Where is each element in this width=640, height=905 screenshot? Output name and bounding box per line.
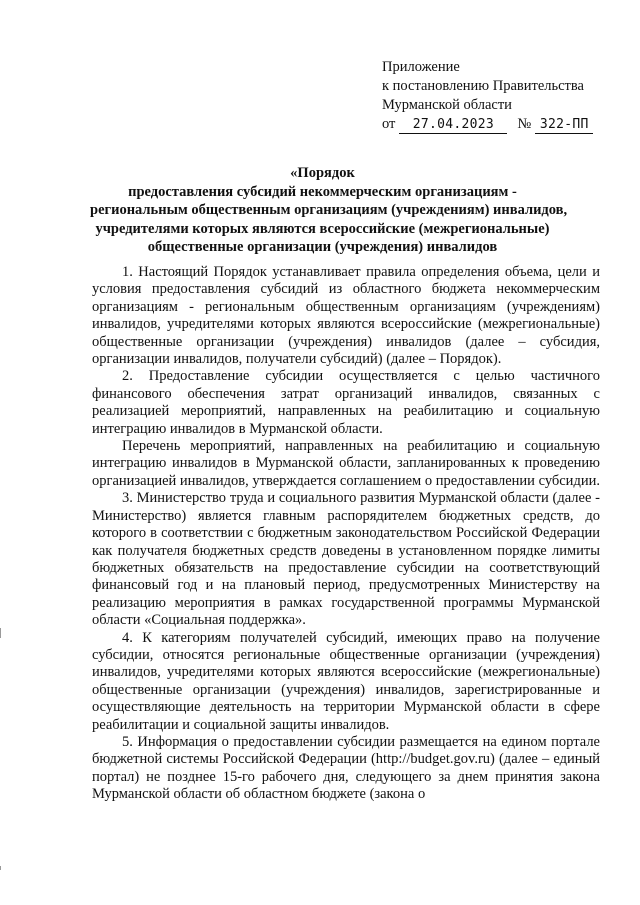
paragraph-3: 3. Министерство труда и социального развития Мурманской области (далее - Министерство) является главным распорядителем бюджетных средств, до которого в соответствии с бюджетным законодательством Российской Федерации как получателя бюджетных средств доведены в установленном порядке лимиты бюджетных обязательств на предоставление субсидии на соответствующий финансовый год и на плановый период, предусмотренных Министерству на реализацию мероприятия в рамках государственной программы Мурманской области «Социальная поддержка». <box>92 490 600 629</box>
title-line: предоставления субсидий некоммерческим организациям - <box>128 183 517 200</box>
title-line: учредителями которых являются всероссийские (межрегиональные) <box>95 220 550 237</box>
appendix-date-line <box>382 115 632 134</box>
title-line: региональным общественным организациям (учреждениям) инвалидов, <box>90 202 568 218</box>
paragraph-4: 4. К категориям получателей субсидий, имеющих право на получение субсидии, относятся региональные общественные организации (учреждения) инвалидов, учредителями которых являются всероссийские (межрегиональные) общественные организации (учреждения) инвалидов, зарегистрированные и осуществляющие деятельность на территории Мурманской области в сфере реабилитации и социальной защиты инвалидов. <box>92 629 600 733</box>
title-line: «Порядок <box>290 165 355 181</box>
document-title <box>90 164 568 257</box>
appendix-line: Приложение <box>382 59 460 75</box>
number-prefix: № <box>517 116 532 132</box>
appendix-line: Мурманской области <box>382 97 512 113</box>
date-value: 27.04.2023 <box>399 116 507 134</box>
scan-edge-mark <box>0 628 1 638</box>
document-body <box>92 264 600 804</box>
paragraph-2-list: Перечень мероприятий, направленных на реабилитацию и социальную интеграцию инвалидов в Мурманской области, запланированных к проведению организацией инвалидов, утверждается соглашением о предоставлении субсидии. <box>92 438 600 489</box>
appendix-block <box>382 58 632 134</box>
date-prefix: от <box>382 116 396 132</box>
number-value: 322-ПП <box>535 116 593 134</box>
paragraph-5: 5. Информация о предоставлении субсидии размещается на едином портале бюджетной системы Российской Федерации (http://budget.gov.ru) (далее – единый портал) не позднее 15-го рабочего дня, следующего за днем принятия закона Мурманской области об областном бюджете (закона о <box>92 733 600 803</box>
paragraph-1: 1. Настоящий Порядок устанавливает правила определения объема, цели и условия предоставления субсидий из областного бюджета некоммерческим организациям - региональным общественным организациям (учреждениям) инвалидов, учредителями которых являются всероссийские (межрегиональные) общественные организации (учреждения) инвалидов (далее – субсидия, организации инвалидов, получатели субсидий) (далее – Порядок). <box>92 264 600 368</box>
scan-edge-mark <box>0 866 1 870</box>
paragraph-2: 2. Предоставление субсидии осуществляется с целью частичного финансового обеспечения затрат организаций инвалидов, связанных с реализацией мероприятий, направленных на реабилитацию и социальную интеграцию инвалидов в Мурманской области. <box>92 368 600 437</box>
appendix-line: к постановлению Правительства <box>382 78 584 94</box>
title-line: общественные организации (учреждения) инвалидов <box>147 239 498 255</box>
